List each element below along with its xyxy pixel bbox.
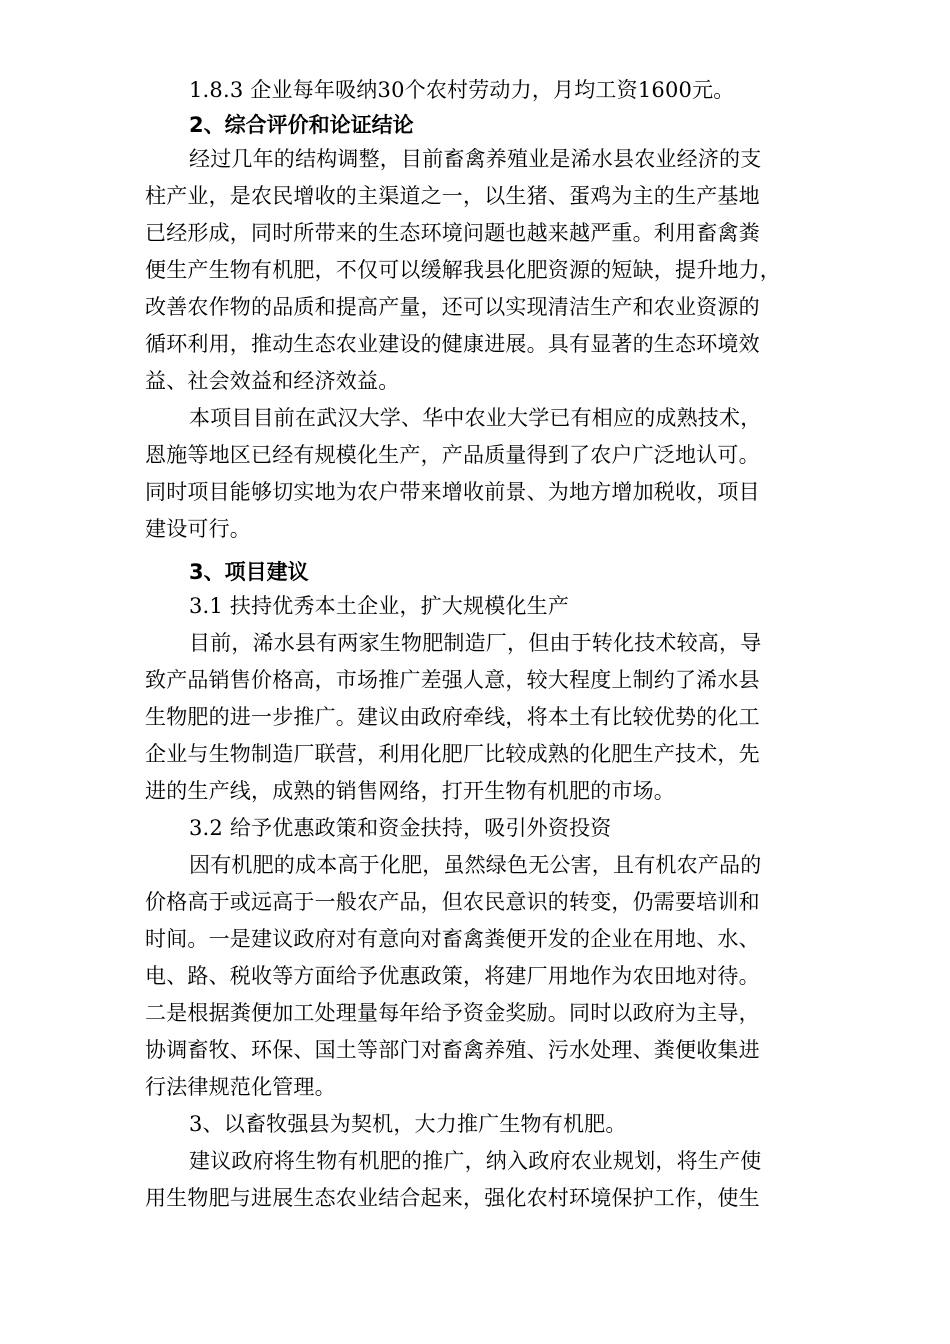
subsection-3-3-title: 3、以畜牧强县为契机，大力推广生物有机肥。 (189, 1112, 627, 1136)
subsection-3-3-paragraph (145, 1143, 823, 1217)
paragraph-line: 建议政府将生物有机肥的推广，纳入政府农业规划，将生产使 (189, 1149, 762, 1173)
paragraph-line: 进的生产线，成熟的销售网络，打开生物有机肥的市场。 (145, 779, 675, 803)
paragraph-line: 行法律规范化管理。 (145, 1075, 336, 1099)
paragraph-line: 便生产生物有机肥，不仅可以缓解我县化肥资源的短缺，提升地力， (145, 258, 781, 282)
subsection-3-2-title: 3.2 给予优惠政策和资金扶持，吸引外资投资 (189, 816, 612, 840)
section-3-heading: 3、项目建议 (189, 560, 309, 584)
item-1-8-3: 1.8.3 企业每年吸纳30个农村劳动力，月均工资1600元。 (189, 78, 735, 102)
paragraph-line: 用生物肥与进展生态农业结合起来，强化农村环境保护工作，使生 (145, 1186, 760, 1210)
paragraph-line: 建设可行。 (145, 517, 251, 541)
paragraph-line: 生物肥的进一步推广。建议由政府牵线，将本土有比较优势的化工 (145, 705, 760, 729)
paragraph-line: 恩施等地区已经有规模化生产，产品质量得到了农户广泛地认可。 (145, 443, 760, 467)
paragraph-line: 目前，浠水县有两家生物肥制造厂，但由于转化技术较高，导 (189, 631, 762, 655)
section-2-paragraph-1 (145, 141, 823, 400)
spacer (145, 548, 823, 556)
paragraph-line: 循环利用，推动生态农业建设的健康进展。具有显著的生态环境效 (145, 332, 760, 356)
paragraph-line: 电、路、税收等方面给予优惠政策，将建厂用地作为农田地对待。 (145, 964, 760, 988)
paragraph-line: 企业与生物制造厂联营，利用化肥厂比较成熟的化肥生产技术，先 (145, 742, 760, 766)
paragraph-line: 益、社会效益和经济效益。 (145, 369, 400, 393)
paragraph-line: 已经形成，同时所带来的生态环境问题也越来越严重。利用畜禽粪 (145, 221, 760, 245)
document-body (145, 72, 823, 1217)
paragraph-line: 同时项目能够切实地为农户带来增收前景、为地方增加税收，项目 (145, 480, 760, 504)
subsection-3-2-paragraph (145, 847, 823, 1106)
subsection-3-1-paragraph (145, 625, 823, 810)
subsection-3-1-title: 3.1 扶持优秀本土企业，扩大规模化生产 (189, 594, 570, 618)
paragraph-line: 因有机肥的成本高于化肥，虽然绿色无公害，且有机农产品的 (189, 853, 762, 877)
paragraph-line: 时间。一是建议政府对有意向对畜禽粪便开发的企业在用地、水、 (145, 927, 760, 951)
paragraph-line: 柱产业，是农民增收的主渠道之一，以生猪、蛋鸡为主的生产基地 (145, 184, 760, 208)
section-2-paragraph-2 (145, 400, 823, 548)
paragraph-line: 致产品销售价格高，市场推广差强人意，较大程度上制约了浠水县 (145, 668, 760, 692)
paragraph-line: 协调畜牧、环保、国土等部门对畜禽养殖、污水处理、粪便收集进 (145, 1038, 760, 1062)
paragraph-line: 二是根据粪便加工处理量每年给予资金奖励。同时以政府为主导， (145, 1001, 760, 1025)
paragraph-line: 改善农作物的品质和提高产量，还可以实现清洁生产和农业资源的 (145, 295, 760, 319)
paragraph-line: 经过几年的结构调整，目前畜禽养殖业是浠水县农业经济的支 (189, 147, 762, 171)
paragraph-line: 本项目目前在武汉大学、华中农业大学已有相应的成熟技术， (189, 406, 762, 430)
section-2-heading: 2、综合评价和论证结论 (189, 113, 414, 137)
paragraph-line: 价格高于或远高于一般农产品，但农民意识的转变，仍需要培训和 (145, 890, 760, 914)
